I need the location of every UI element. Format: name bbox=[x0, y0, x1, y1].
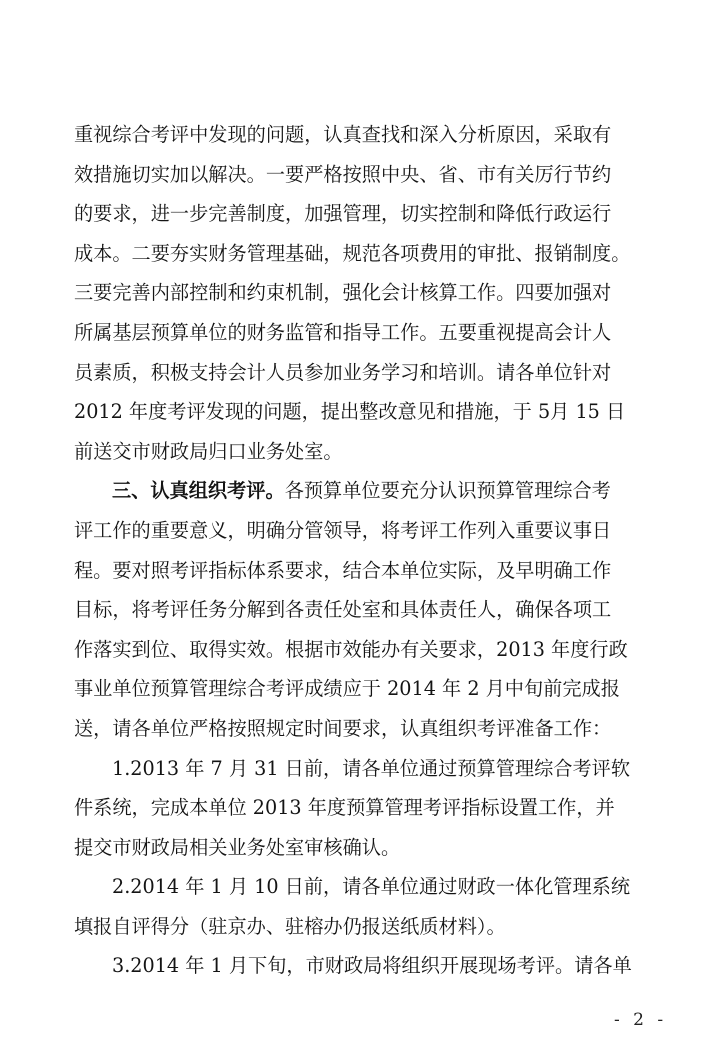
text-line: 效措施切实加以解决。一要严格按照中央、省、市有关厉行节约 bbox=[74, 162, 612, 186]
text-line: 三要完善内部控制和约束机制，强化会计核算工作。四要加强对 bbox=[74, 281, 612, 305]
paragraph-4 bbox=[74, 867, 674, 946]
text-line: 2.2014 年 1 月 10 日前，请各单位通过财政一体化管理系统 bbox=[112, 875, 631, 899]
text-line: 1.2013 年 7 月 31 日前，请各单位通过预算管理综合考评软 bbox=[112, 756, 631, 780]
text-line: 评工作的重要意义，明确分管领导，将考评工作列入重要议事日 bbox=[74, 518, 612, 542]
text-line: 作落实到位、取得实效。根据市效能办有关要求，2013 年度行政 bbox=[74, 637, 628, 661]
text-line: 各预算单位要充分认识预算管理综合考 bbox=[284, 479, 611, 503]
text-line: 成本。二要夯实财务管理基础，规范各项费用的审批、报销制度。 bbox=[74, 241, 631, 265]
page-number: - 2 - bbox=[614, 1010, 668, 1030]
text-line: 员素质，积极支持会计人员参加业务学习和培训。请各单位针对 bbox=[74, 360, 612, 384]
text-line: 3.2014 年 1 月下旬，市财政局将组织开展现场考评。请各单 bbox=[112, 954, 632, 978]
text-line: 2012 年度考评发现的问题，提出整改意见和措施，于 5月 15 日 bbox=[74, 400, 626, 424]
paragraph-2 bbox=[74, 471, 674, 748]
text-line: 前送交市财政局归口业务处室。 bbox=[74, 439, 343, 463]
paragraph-1 bbox=[74, 115, 674, 471]
text-line: 填报自评得分（驻京办、驻榕办仍报送纸质材料）。 bbox=[74, 914, 506, 938]
paragraph-3 bbox=[74, 749, 674, 868]
text-line: 的要求，进一步完善制度，加强管理，切实控制和降低行政运行 bbox=[74, 202, 612, 226]
text-line: 件系统，完成本单位 2013 年度预算管理考评指标设置工作，并 bbox=[74, 796, 615, 820]
text-line: 程。要对照考评指标体系要求，结合本单位实际，及早明确工作 bbox=[74, 558, 612, 582]
text-line: 提交市财政局相关业务处室审核确认。 bbox=[74, 835, 401, 859]
document-body bbox=[74, 115, 674, 986]
text-line: 送，请各单位严格按照规定时间要求，认真组织考评准备工作： bbox=[74, 716, 612, 740]
text-line: 目标，将考评任务分解到各责任处室和具体责任人，确保各项工 bbox=[74, 598, 612, 622]
text-line: 事业单位预算管理综合考评成绩应于 2014 年 2 月中旬前完成报 bbox=[74, 677, 620, 701]
section-heading: 三、认真组织考评。 bbox=[112, 479, 285, 503]
text-line: 所属基层预算单位的财务监管和指导工作。五要重视提高会计人 bbox=[74, 320, 612, 344]
text-line: 重视综合考评中发现的问题，认真查找和深入分析原因，采取有 bbox=[74, 123, 612, 146]
paragraph-5 bbox=[74, 946, 674, 986]
